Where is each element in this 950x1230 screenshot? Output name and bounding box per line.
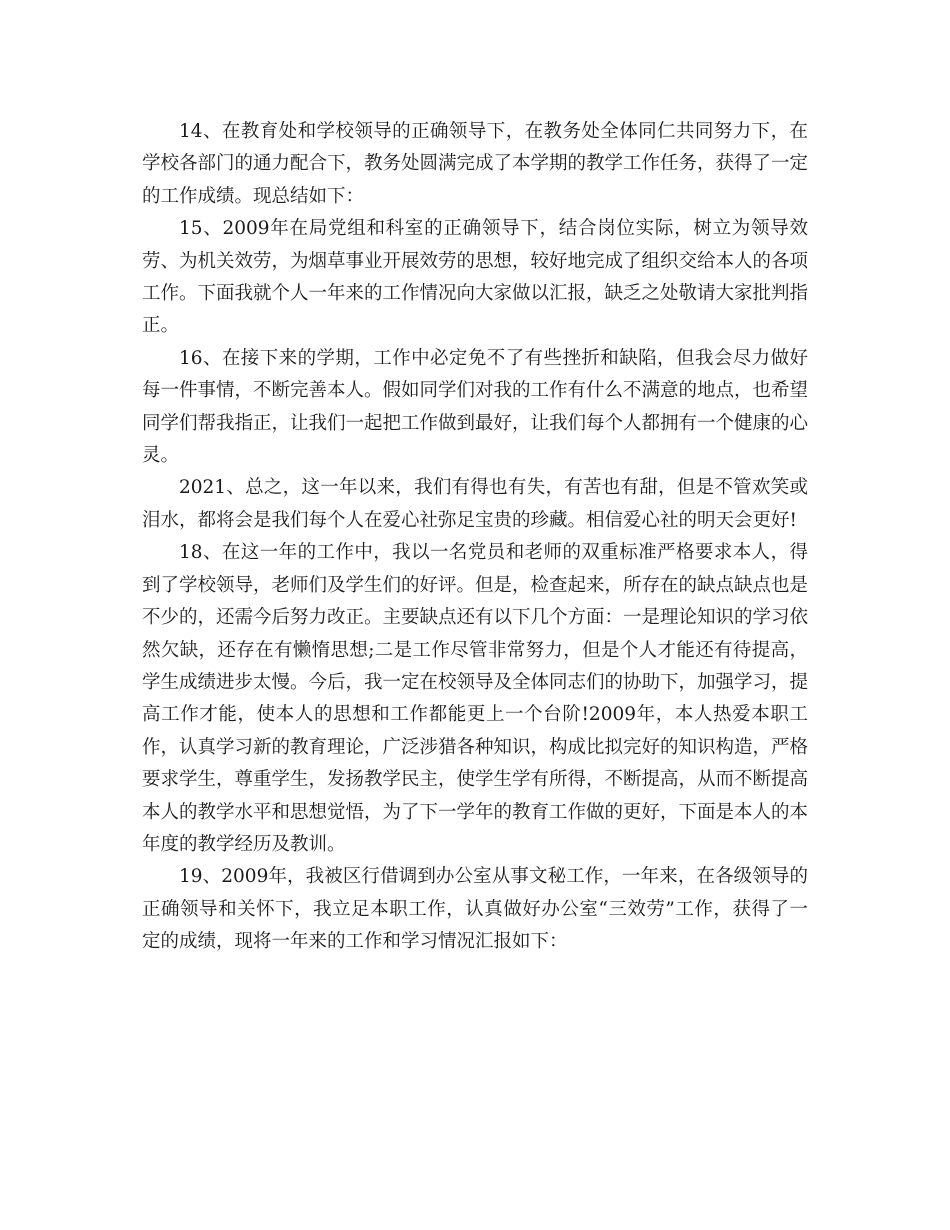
paragraph-18: 18、在这一年的工作中，我以一名党员和老师的双重标准严格要求本人，得到了学校领导，老师们及学生们的好评。但是，检查起来，所存在的缺点缺点也是不少的，还需今后努力改正。主要缺点还有以下几个方面：一是理论知识的学习依然欠缺，还存在有懒惰思想;二是工作尽管非常努力，但是个人才能还有待提高，学生成绩进步太慢。今后，我一定在校领导及全体同志们的协助下，加强学习，提高工作才能，使本人的思想和工作都能更上一个台阶!2009年，本人热爱本职工作，认真学习新的教育理论，广泛涉猎各种知识，构成比拟完好的知识构造，严格要求学生，尊重学生，发扬教学民主，使学生学有所得，不断提高，从而不断提高本人的教学水平和思想觉悟，为了下一学年的教育工作做的更好，下面是本人的本年度的教学经历及教训。 xyxy=(142,542,809,855)
paragraph-15: 15、2009年在局党组和科室的正确领导下，结合岗位实际，树立为领导效劳、为机关效劳，为烟草事业开展效劳的思想，较好地完成了组织交给本人的各项工作。下面我就个人一年来的工作情况向大家做以汇报，缺乏之处敬请大家批判指正。 xyxy=(142,218,809,337)
paragraph-19: 19、2009年，我被区行借调到办公室从事文秘工作，一年来，在各级领导的正确领导和关怀下，我立足本职工作，认真做好办公室“三效劳”工作，获得了一定的成绩，现将一年来的工作和学习情况汇报如下： xyxy=(142,866,808,953)
paragraph-14: 14、在教育处和学校领导的正确领导下，在教务处全体同仁共同努力下，在学校各部门的通力配合下，教务处圆满完成了本学期的教学工作任务，获得了一定的工作成绩。现总结如下： xyxy=(142,121,809,207)
paragraph-16: 16、在接下来的学期，工作中必定免不了有些挫折和缺陷，但我会尽力做好每一件事情，不断完善本人。假如同学们对我的工作有什么不满意的地点，也希望同学们帮我指正，让我们一起把工作做到最好，让我们每个人都拥有一个健康的心灵。 xyxy=(142,347,809,467)
paragraph-2021: 2021、总之，这一年以来，我们有得也有失，有苦也有甜，但是不管欢笑或泪水，都将会是我们每个人在爱心社弥足宝贵的珍藏。相信爱心社的明天会更好! xyxy=(142,477,808,531)
document-body xyxy=(142,116,808,959)
